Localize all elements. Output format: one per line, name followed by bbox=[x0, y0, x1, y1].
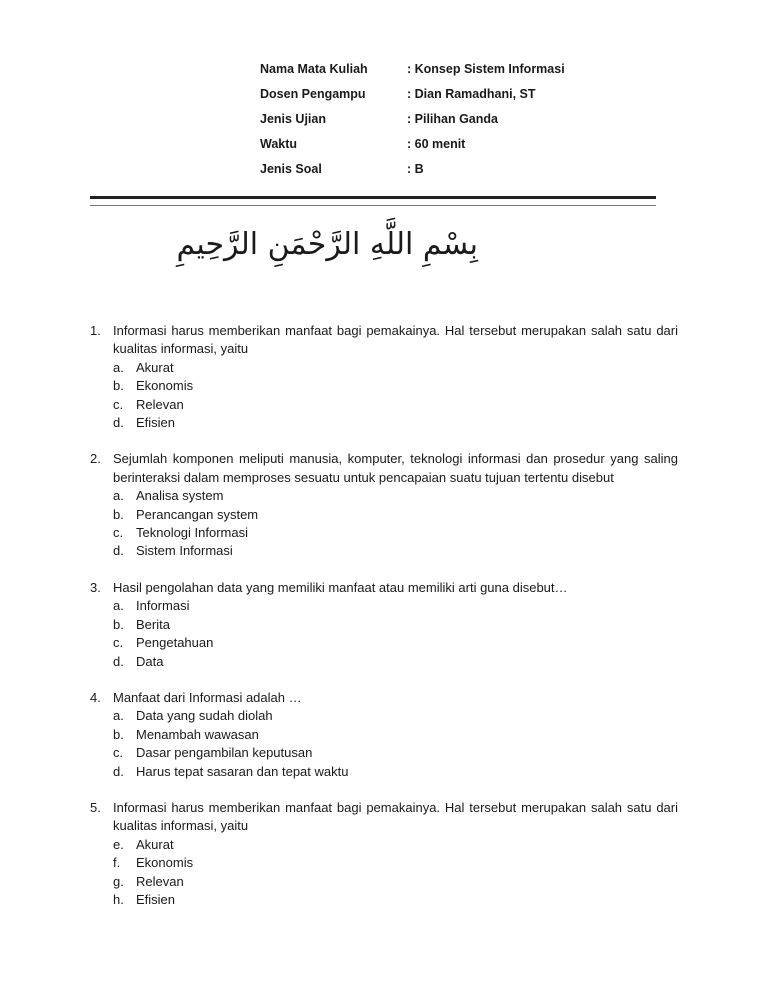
header-label: Jenis Ujian bbox=[260, 112, 326, 126]
option-text: Harus tepat sasaran dan tepat waktu bbox=[136, 763, 349, 779]
option-item bbox=[113, 873, 678, 891]
header-label: Jenis Soal bbox=[260, 162, 322, 176]
option-item bbox=[113, 891, 678, 909]
option-text: Data bbox=[136, 653, 164, 669]
option-item bbox=[113, 542, 678, 560]
question-text: Informasi harus memberikan manfaat bagi pemakainya. Hal tersebut merupakan salah satu dari kualitas informasi, yaitu bbox=[113, 323, 678, 357]
option-item bbox=[113, 836, 678, 854]
option-letter: a. bbox=[113, 598, 124, 614]
option-item bbox=[113, 377, 678, 395]
option-text: Informasi bbox=[136, 598, 190, 614]
option-text: Ekonomis bbox=[136, 855, 194, 871]
option-text: Ekonomis bbox=[136, 378, 194, 394]
option-letter: h. bbox=[113, 891, 124, 907]
option-item bbox=[113, 414, 678, 432]
option-list bbox=[113, 359, 678, 433]
option-item bbox=[113, 744, 678, 762]
option-item bbox=[113, 763, 678, 781]
question-text: Hasil pengolahan data yang memiliki manfaat atau memiliki arti guna disebut… bbox=[113, 579, 568, 595]
question-5 bbox=[90, 799, 678, 909]
question-text: Sejumlah komponen meliputi manusia, komputer, teknologi informasi dan prosedur yang saling berinteraksi dalam memproses sesuatu untuk pencapaian suatu tujuan tertentu disebut bbox=[113, 451, 678, 485]
option-letter: d. bbox=[113, 653, 124, 669]
header-row-time bbox=[260, 137, 565, 162]
header-value: : 60 menit bbox=[407, 137, 466, 151]
option-letter: b. bbox=[113, 378, 124, 394]
option-letter: e. bbox=[113, 836, 124, 852]
header-row-course bbox=[260, 62, 565, 87]
header-value: : Dian Ramadhani, ST bbox=[407, 87, 536, 101]
option-letter: a. bbox=[113, 488, 124, 504]
option-text: Berita bbox=[136, 616, 170, 632]
question-text: Informasi harus memberikan manfaat bagi pemakainya. Hal tersebut merupakan salah satu dari kualitas informasi, yaitu bbox=[113, 799, 678, 834]
header-value: : B bbox=[407, 162, 424, 176]
option-letter: a. bbox=[113, 708, 124, 724]
option-item bbox=[113, 359, 678, 377]
option-letter: c. bbox=[113, 525, 124, 541]
header-value: : Pilihan Ganda bbox=[407, 112, 498, 126]
option-text: Efisien bbox=[136, 415, 176, 431]
option-item bbox=[113, 524, 678, 542]
question-list bbox=[90, 322, 678, 927]
option-text: Relevan bbox=[136, 396, 184, 412]
question-number: 5. bbox=[90, 799, 101, 815]
option-letter: g. bbox=[113, 873, 124, 889]
option-text: Menambah wawasan bbox=[136, 726, 259, 742]
question-3 bbox=[90, 579, 678, 671]
bismillah-text: بِسْمِ اللَّهِ الرَّحْمَنِ الرَّحِيمِ bbox=[176, 227, 478, 262]
option-letter: d. bbox=[113, 763, 124, 779]
header-value: : Konsep Sistem Informasi bbox=[407, 62, 565, 76]
option-letter: b. bbox=[113, 726, 124, 742]
option-text: Pengetahuan bbox=[136, 635, 214, 651]
option-text: Data yang sudah diolah bbox=[136, 708, 273, 724]
option-text: Akurat bbox=[136, 836, 174, 852]
option-item bbox=[113, 726, 678, 744]
option-list bbox=[113, 487, 678, 561]
question-2 bbox=[90, 450, 678, 560]
option-item bbox=[113, 854, 678, 872]
question-4 bbox=[90, 689, 678, 781]
option-list bbox=[113, 707, 678, 781]
header-row-lecturer bbox=[260, 87, 565, 112]
option-text: Efisien bbox=[136, 891, 176, 907]
option-text: Perancangan system bbox=[136, 506, 259, 522]
question-number: 2. bbox=[90, 451, 101, 467]
option-item bbox=[113, 616, 678, 634]
question-1 bbox=[90, 322, 678, 432]
header-row-exam-type bbox=[260, 112, 565, 137]
option-text: Sistem Informasi bbox=[136, 543, 233, 559]
option-text: Dasar pengambilan keputusan bbox=[136, 745, 313, 761]
header-label: Nama Mata Kuliah bbox=[260, 62, 368, 76]
option-item bbox=[113, 634, 678, 652]
option-item bbox=[113, 487, 678, 505]
option-letter: c. bbox=[113, 396, 124, 412]
option-letter: b. bbox=[113, 506, 124, 522]
exam-header bbox=[260, 62, 565, 187]
header-label: Waktu bbox=[260, 137, 298, 151]
option-item bbox=[113, 597, 678, 615]
option-letter: c. bbox=[113, 745, 124, 761]
header-divider bbox=[90, 196, 656, 206]
question-number: 4. bbox=[90, 689, 101, 705]
header-label: Dosen Pengampu bbox=[260, 87, 366, 101]
option-list bbox=[113, 836, 678, 910]
question-text: Manfaat dari Informasi adalah … bbox=[113, 689, 302, 705]
option-item bbox=[113, 396, 678, 414]
option-letter: d. bbox=[113, 415, 124, 431]
option-letter: f. bbox=[113, 855, 121, 871]
bismillah-calligraphy bbox=[176, 218, 478, 272]
question-number: 1. bbox=[90, 323, 101, 338]
option-letter: a. bbox=[113, 359, 124, 375]
option-item bbox=[113, 653, 678, 671]
option-letter: b. bbox=[113, 616, 124, 632]
option-letter: c. bbox=[113, 635, 124, 651]
option-list bbox=[113, 597, 678, 671]
question-number: 3. bbox=[90, 579, 101, 595]
option-text: Relevan bbox=[136, 873, 184, 889]
option-item bbox=[113, 506, 678, 524]
option-text: Analisa system bbox=[136, 488, 224, 504]
option-text: Teknologi Informasi bbox=[136, 525, 248, 541]
option-item bbox=[113, 707, 678, 725]
header-row-question-type bbox=[260, 162, 565, 187]
option-text: Akurat bbox=[136, 359, 174, 375]
option-letter: d. bbox=[113, 543, 124, 559]
